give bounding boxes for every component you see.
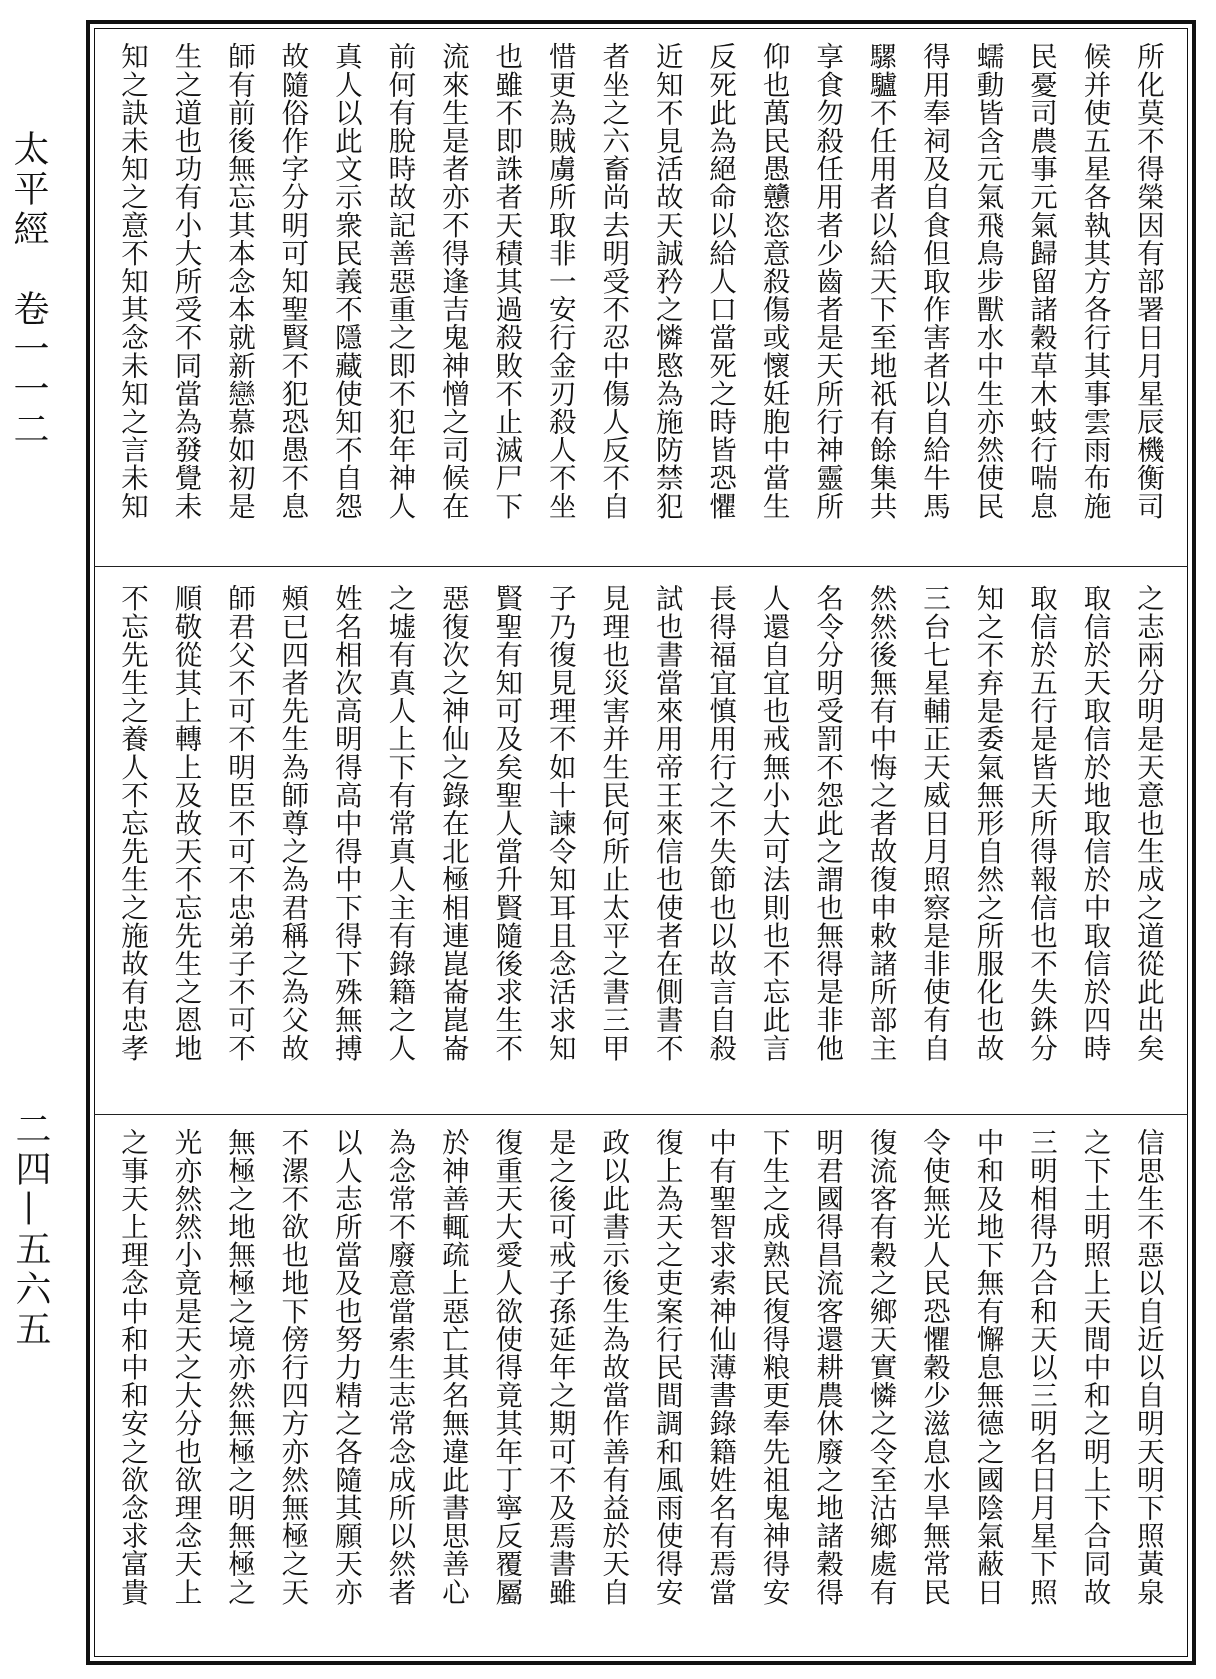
text-column: 賢聖有知可及矣聖人當升賢隨後求生不 [490,584,523,1062]
text-column: 不漯不欲也地下傍行四方亦然無極之天 [276,1128,309,1606]
register-divider-2 [94,1114,1188,1115]
text-column: 之墟有真人上下有常真人主有錄籍之人 [383,584,416,1062]
text-column: 信思生不惡以自近以自明天明下照黃泉 [1131,1128,1164,1606]
text-column: 姓名相次高明得高中得中下得下殊無搏 [329,584,362,1062]
text-column: 復上為天之吏案行民間調和風雨使得安 [650,1128,683,1606]
text-column: 惜更為賊虜所取非一安行金刃殺人不坐 [543,42,576,520]
book-title-margin: 太平經 卷一一二 [8,130,49,450]
text-column: 試也書當來用帝王來信也使者在側書不 [650,584,683,1062]
text-column: 順敬從其上轉上及故天不忘先生之恩地 [169,584,202,1062]
text-column: 蠕動皆含元氣飛鳥步獸水中生亦然使民 [971,42,1004,520]
text-column: 騾驢不任用者以給天下至地祇有餘集共 [864,42,897,520]
text-column: 之志兩分明是天意也生成之道從此出矣 [1131,584,1164,1062]
text-column: 得用奉祠及自食但取作害者以自給牛馬 [918,42,951,520]
text-column: 近知不見活故天誠矜之憐愍為施防禁犯 [650,42,683,520]
text-column: 師有前後無忘其本念本就新戀慕如初是 [222,42,255,520]
text-column: 明君國得昌流客還耕農休廢之地諸穀得 [811,1128,844,1606]
text-column: 於神善輒疏上惡亡其名無違此書思善心 [436,1128,469,1606]
text-column: 下生之成熟民復得粮更奉先祖鬼神得安 [757,1128,790,1606]
text-column: 也雖不即誅者天積其過殺敗不止滅尸下 [490,42,523,520]
text-column: 享食勿殺任用者少齒者是天所行神靈所 [811,42,844,520]
text-column: 知之訣未知之意不知其念未知之言未知 [116,42,148,520]
register-divider-1 [94,566,1188,567]
text-column: 復流客有穀之鄉天實憐之令至沽鄉處有 [864,1128,897,1606]
text-column: 故隨俗作字分明可知聖賢不犯恐愚不息 [276,42,309,520]
text-column: 民憂司農事元氣歸留諸穀草木蚑行喘息 [1024,42,1057,520]
text-column: 為念常不廢意當索生志常念成所以然者 [383,1128,416,1606]
text-column: 所化莫不得榮因有部署日月星辰機衡司 [1131,42,1164,520]
text-column: 人還自宜也戒無小大可法則也不忘此言 [757,584,790,1062]
text-column: 之事天上理念中和中和安之欲念求富貴 [116,1128,148,1606]
text-column: 不忘先生之養人不忘先生之施故有忠孝 [116,584,148,1062]
text-column: 三台七星輔正天威日月照察是非使有自 [918,584,951,1062]
text-column: 頰已四者先生為師尊之為君稱之為父故 [276,584,309,1062]
text-column: 者坐之六畜尚去明受不忍中傷人反不自 [597,42,630,520]
text-column: 惡復次之神仙之錄在北極相連崑崙崑崙 [436,584,469,1062]
text-column: 以人志所當及也努力精之各隨其願天亦 [329,1128,362,1606]
text-column: 無極之地無極之境亦然無極之明無極之 [222,1128,255,1606]
text-column: 候并使五星各執其方各行其事雲雨布施 [1078,42,1111,520]
text-column: 復重天大愛人欲使得竟其年丁寧反覆屬 [490,1128,523,1606]
text-column: 反死此為絕命以給人口當死之時皆恐懼 [704,42,737,520]
text-column: 然然後無有中悔之者故復申敕諸所部主 [864,584,897,1062]
page-number-margin: 二四—五六五 [10,1110,51,1350]
text-column: 中和及地下無有懈息無德之國陰氣蔽日 [971,1128,1004,1606]
text-column: 取信於天取信於地取信於中取信於四時 [1078,584,1111,1062]
text-register-bottom [110,1128,1170,1646]
text-column: 仰也萬民愚戇恣意殺傷或懷妊胞中當生 [757,42,790,520]
text-column: 真人以此文示衆民義不隱藏使知不自怨 [329,42,362,520]
text-column: 之下土明照上天間中和之明上下合同故 [1078,1128,1111,1606]
text-column: 中有聖智求索神仙薄書錄籍姓名有焉當 [704,1128,737,1606]
text-column: 政以此書示後生為故當作善有益於天自 [597,1128,630,1606]
text-column: 師君父不可不明臣不可不忠弟子不可不 [222,584,255,1062]
text-column: 三明相得乃合和天以三明名日月星下照 [1024,1128,1057,1606]
text-column: 令使無光人民恐懼穀少滋息水旱無常民 [918,1128,951,1606]
text-register-top [110,42,1170,556]
text-column: 長得福宜慎用行之不失節也以故言自殺 [704,584,737,1062]
text-column: 前何有脫時故記善惡重之即不犯年神人 [383,42,416,520]
text-column: 見理也災害并生民何所止太平之書三甲 [597,584,630,1062]
text-column: 取信於五行是皆天所得報信也不失銖分 [1024,584,1057,1062]
text-column: 生之道也功有小大所受不同當為發覺未 [169,42,202,520]
text-column: 名令分明受罰不怨此之謂也無得是非他 [811,584,844,1062]
text-column: 流來生是者亦不得逢吉鬼神憎之司候在 [436,42,469,520]
text-column: 光亦然然小竟是天之大分也欲理念天上 [169,1128,202,1606]
text-column: 子乃復見理不如十諫令知耳且念活求知 [543,584,576,1062]
text-column: 是之後可戒子孫延年之期可不及焉書雖 [543,1128,576,1606]
text-register-middle [110,584,1170,1104]
text-column: 知之不弃是委氣無形自然之所服化也故 [971,584,1004,1062]
